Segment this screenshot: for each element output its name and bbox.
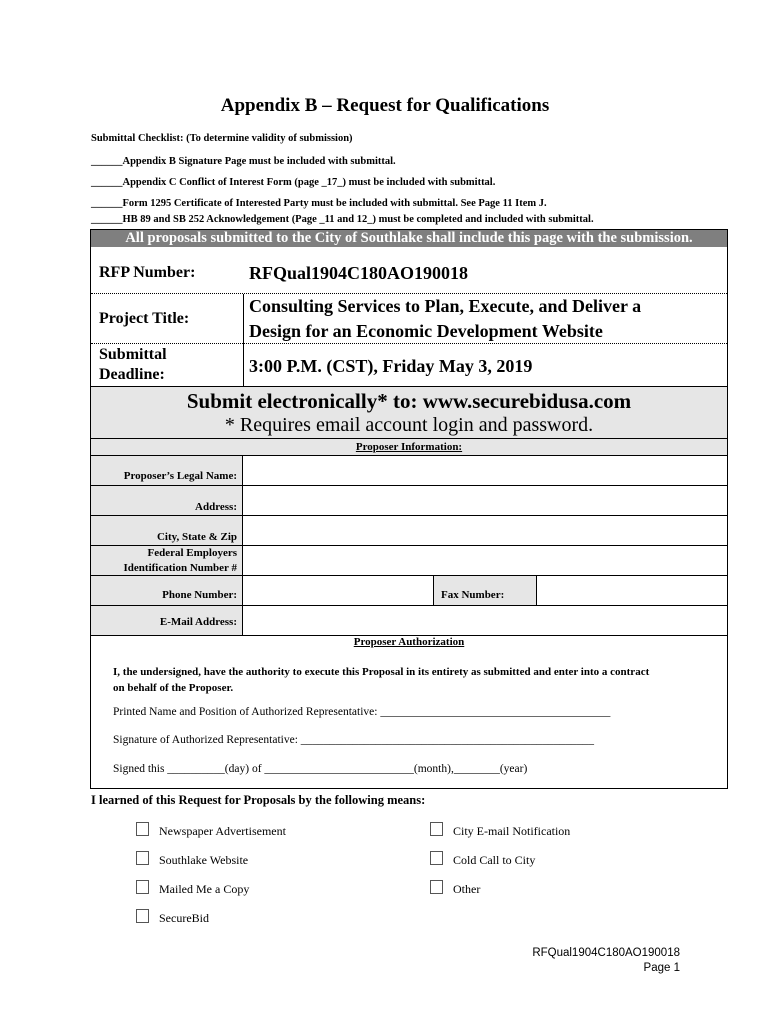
email-field[interactable] [244,606,727,635]
checkbox[interactable] [430,880,443,894]
city-state-zip-field[interactable] [244,516,727,545]
fax-label: Fax Number: [441,589,505,601]
proposer-heading-bar [91,439,727,456]
banner: All proposals submitted to the City of Southlake shall include this page with the submission. [91,230,727,247]
legal-name-field[interactable] [244,456,727,485]
checkbox[interactable] [136,909,149,923]
rfp-number-label: RFP Number: [99,264,196,281]
option-other[interactable] [430,880,480,897]
submit-line: Submit electronically* to: www.securebidusa.com [186,389,632,413]
phone-label: Phone Number: [162,589,237,601]
address-field[interactable] [244,486,727,515]
printed-name-line[interactable]: Printed Name and Position of Authorized Representative: ________________________________________ [113,706,611,718]
option-label: Southlake Website [159,853,249,867]
means-heading: I learned of this Request for Proposals by the following means: [91,793,426,807]
fein-label-line: Federal Employers [147,547,237,559]
phone-field[interactable] [244,576,432,605]
option-southlake-website[interactable] [136,851,248,868]
deadline-label [99,345,167,385]
page-title: Appendix B – Request for Qualifications [220,95,550,116]
deadline-value: 3:00 P.M. (CST), Friday May 3, 2019 [249,356,533,376]
checkbox[interactable] [430,851,443,865]
option-cold-call[interactable] [430,851,535,868]
fein-label [91,546,237,576]
checkbox[interactable] [136,851,149,865]
checklist-item: ______Appendix C Conflict of Interest Form (page _17_) must be included with submittal. [91,177,496,188]
email-label: E-Mail Address: [159,616,237,628]
authorization-statement-line: on behalf of the Proposer. [113,682,234,694]
address-label: Address: [195,501,237,513]
fax-field[interactable] [538,576,727,605]
checklist-item: ______Appendix B Signature Page must be included with submittal. [91,156,396,167]
option-label: Mailed Me a Copy [159,882,250,896]
option-label: Cold Call to City [453,853,536,867]
city-state-zip-label: City, State & Zip [156,531,237,543]
checkbox[interactable] [430,822,443,836]
authorization-heading: Proposer Authorization [353,636,465,648]
option-city-email[interactable] [430,822,570,839]
divider [243,294,244,386]
checkbox[interactable] [136,880,149,894]
authorization-statement [113,664,649,696]
divider [91,293,727,294]
checkbox[interactable] [136,822,149,836]
signature-line[interactable]: Signature of Authorized Representative: ___________________________________________________ [113,734,595,746]
option-label: SecureBid [159,911,209,925]
project-title-line: Design for an Economic Development Website [249,321,603,341]
checklist-item: ______HB 89 and SB 252 Acknowledgement (Page _11 and 12_) must be completed and included with submittal. [91,214,594,225]
proposer-heading: Proposer Information: [355,441,463,453]
option-label: City E-mail Notification [453,824,571,838]
submit-box [91,386,727,439]
deadline-label-line: Deadline: [99,366,165,383]
project-title-label: Project Title: [99,310,190,327]
footer-page: Page 1 [643,962,680,974]
checklist-item: ______Form 1295 Certificate of Interested Party must be included with submittal. See Page 11 Item J. [91,198,547,209]
option-label: Other [453,882,481,896]
legal-name-label: Proposer’s Legal Name: [123,470,237,482]
fein-field[interactable] [244,546,727,575]
option-label: Newspaper Advertisement [159,824,286,838]
option-mailed-copy[interactable] [136,880,249,897]
deadline-label-line: Submittal [99,346,167,363]
authorization-statement-line: I, the undersigned, have the authority to execute this Proposal in its entirety as submitted and enter into a contract [113,666,650,678]
footer-doc-id: RFQual1904C180AO190018 [532,947,680,959]
signed-date-line[interactable]: Signed this __________(day) of __________________________(month),________(year) [113,763,528,775]
submission-form [90,229,728,789]
submit-note: * Requires email account login and password. [224,414,594,436]
rfp-number-value: RFQual1904C180AO190018 [249,263,469,283]
project-title-line: Consulting Services to Plan, Execute, and Deliver a [249,296,642,316]
fein-label-line: Identification Number # [123,562,237,574]
option-securebid[interactable] [136,909,209,926]
checklist-heading: Submittal Checklist: (To determine validity of submission) [91,133,353,144]
option-newspaper[interactable] [136,822,286,839]
divider [91,343,727,344]
